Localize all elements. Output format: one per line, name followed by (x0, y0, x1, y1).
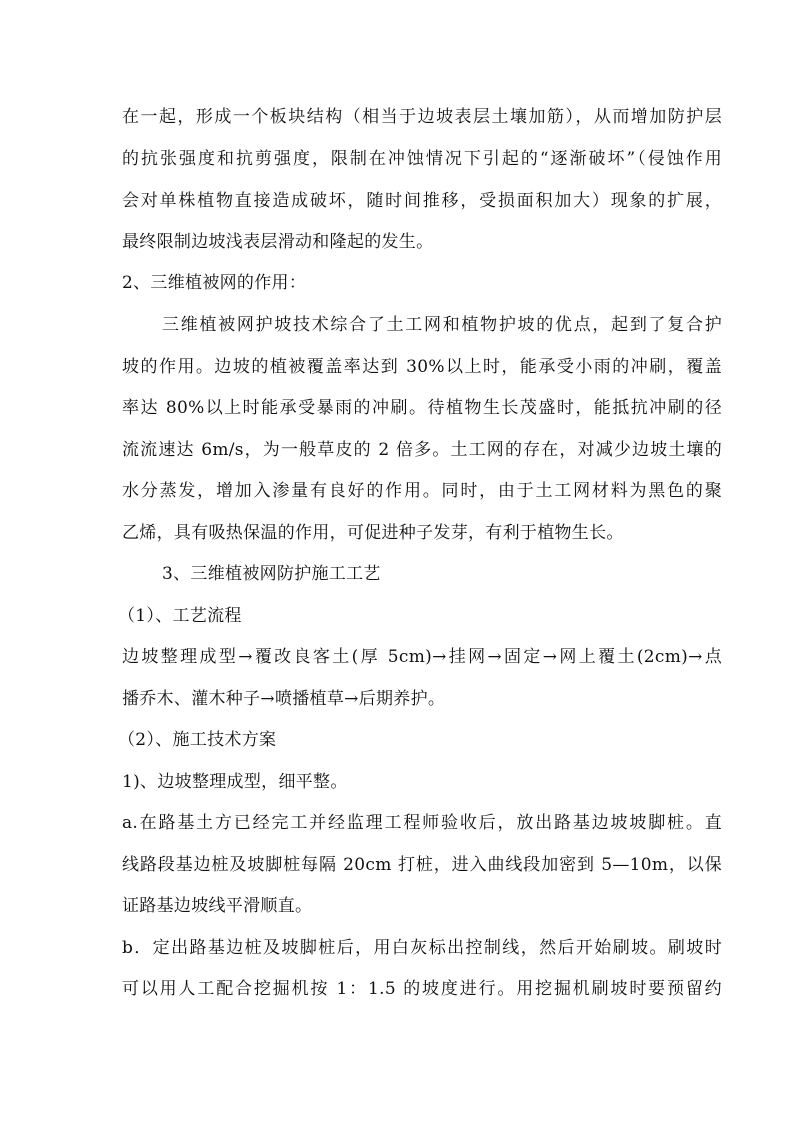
paragraph-line: 在一起，形成一个板块结构（相当于边坡表层土壤加筋），从而增加防护层 (122, 107, 722, 127)
paragraph-line: 播乔木、灌木种子→喷播植草→后期养护。 (122, 689, 446, 709)
paragraph-line: 水分蒸发，增加入渗量有良好的作用。同时，由于土工网材料为黑色的聚 (122, 481, 722, 501)
paragraph-line: 可以用人工配合挖掘机按 1：1.5 的坡度进行。用挖掘机刷坡时要预留约 (122, 979, 722, 999)
paragraph-line: 率达 80%以上时能承受暴雨的冲刷。待植物生长茂盛时，能抵抗冲刷的径 (122, 398, 722, 418)
paragraph-line: 流流速达 6m/s，为一般草皮的 2 倍多。土工网的存在，对减少边坡土壤的 (122, 440, 722, 460)
paragraph-line: 会对单株植物直接造成破坏，随时间推移，受损面积加大）现象的扩展， (122, 191, 722, 211)
list-item-heading: 1)、边坡整理成型，细平整。 (122, 772, 348, 792)
paragraph-line: 三维植被网护坡技术综合了土工网和植物护坡的优点，起到了复合护 (162, 315, 722, 335)
paragraph-line: 坡的作用。边坡的植被覆盖率达到 30%以上时，能承受小雨的冲刷，覆盖 (122, 357, 722, 377)
paragraph-line: 乙烯，具有吸热保温的作用，可促进种子发芽，有利于植物生长。 (122, 523, 624, 543)
paragraph-line: 的抗张强度和抗剪强度，限制在冲蚀情况下引起的“逐渐破坏”（侵蚀作用 (122, 149, 722, 169)
section-heading: 2、三维植被网的作用： (122, 273, 307, 293)
subsection-heading: （2）、施工技术方案 (118, 730, 277, 750)
paragraph-line: 最终限制边坡浅表层滑动和隆起的发生。 (122, 232, 434, 252)
subsection-heading: （1）、工艺流程 (118, 606, 242, 626)
section-heading: 3、三维植被网防护施工工艺 (162, 564, 381, 584)
paragraph-line: 边坡整理成型→覆改良客土(厚 5cm)→挂网→固定→网上覆土(2cm)→点 (122, 647, 722, 667)
paragraph-line: a.在路基土方已经完工并经监理工程师验收后，放出路基边坡坡脚桩。直 (122, 813, 722, 833)
paragraph-line: b．定出路基边桩及坡脚桩后，用白灰标出控制线，然后开始刷坡。刷坡时 (122, 938, 722, 958)
paragraph-line: 证路基边坡线平滑顺直。 (122, 896, 313, 916)
paragraph-line: 线路段基边桩及坡脚桩每隔 20cm 打桩，进入曲线段加密到 5—10m，以保 (122, 855, 722, 875)
